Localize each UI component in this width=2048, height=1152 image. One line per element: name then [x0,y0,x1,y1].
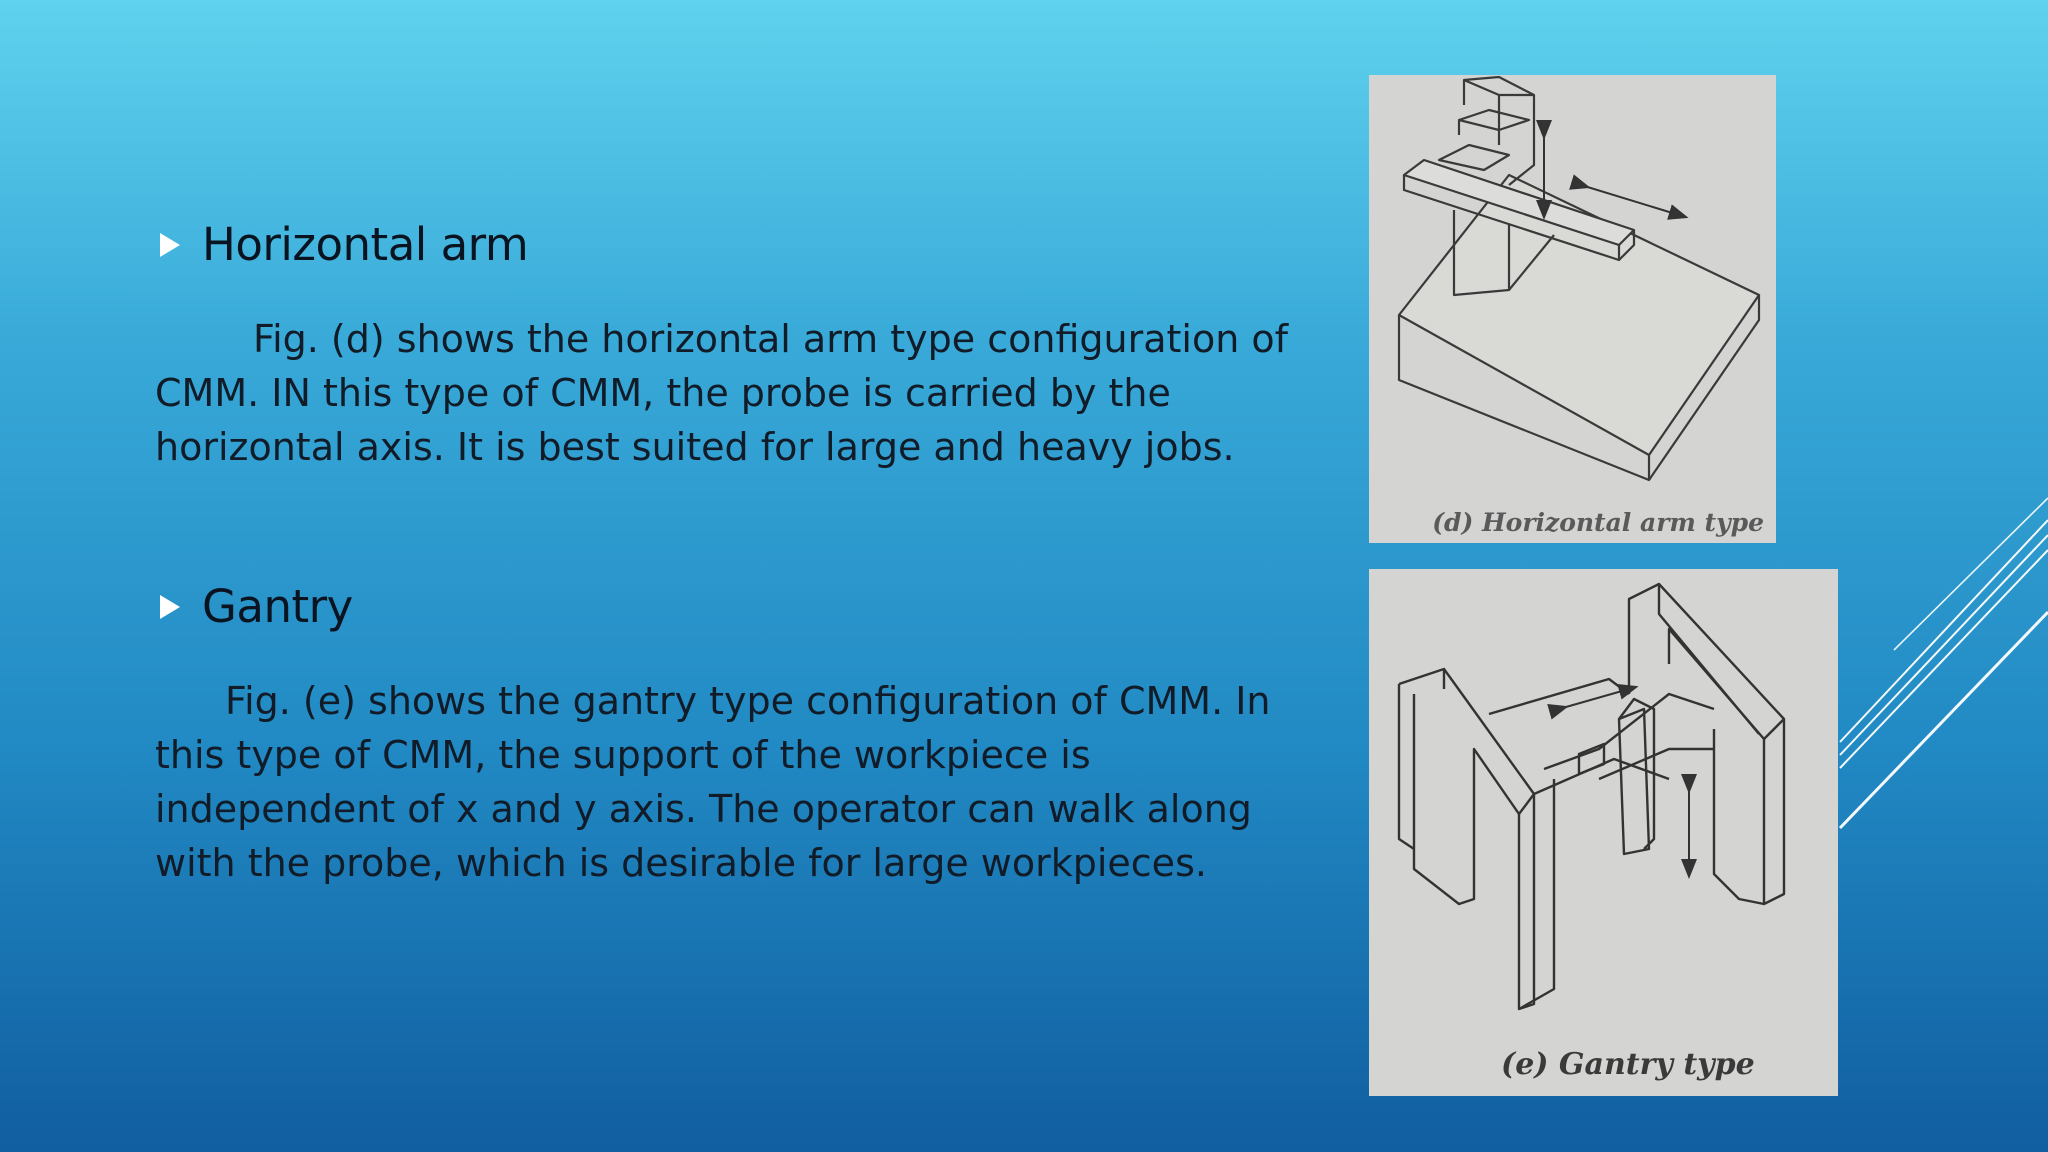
paragraph-line: independent of x and y axis. The operator can walk along [155,787,1252,831]
paragraph-line: with the probe, which is desirable for large workpieces. [155,841,1207,885]
figure-caption: (e) Gantry type [1501,1047,1755,1082]
heading-text: Gantry [202,580,353,633]
paragraph-line: Fig. (e) shows the gantry type configuration of CMM. In [225,679,1271,723]
paragraph-line: CMM. IN this type of CMM, the probe is carried by the [155,371,1171,415]
paragraph-line: horizontal axis. It is best suited for large and heavy jobs. [155,425,1235,469]
paragraph-line: Fig. (d) shows the horizontal arm type configuration of [253,317,1288,361]
figure-caption: (d) Horizontal arm type [1432,508,1764,537]
heading-text: Horizontal arm [202,218,529,271]
paragraph-line: this type of CMM, the support of the workpiece is [155,733,1091,777]
